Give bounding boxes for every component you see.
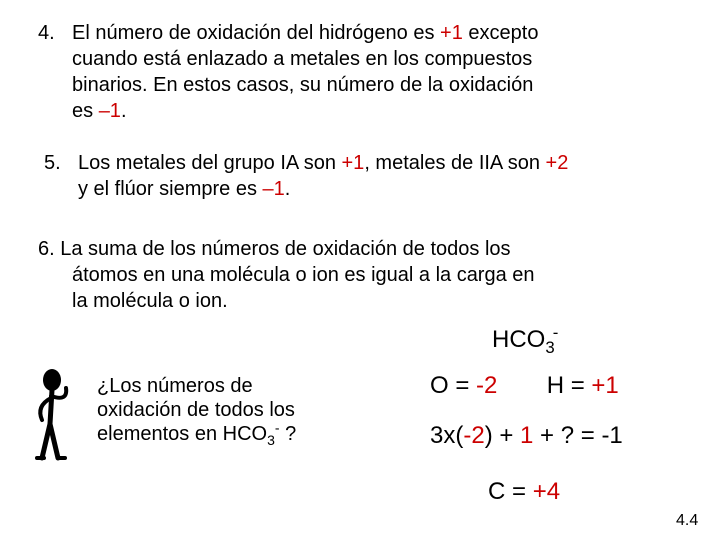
ion-formula: $HCO_3^-$ xyxy=(492,323,559,357)
rule-4-number: 4. xyxy=(38,22,55,44)
rule-4: 4. El número de oxidación del hidrógeno es +1 excepto cuando está enlazado a metales en los compuestos binarios. En estos casos, su número de la oxidación es –1. xyxy=(38,22,539,122)
thinking-stick-figure-icon xyxy=(28,366,88,466)
slide-number: 4.4 xyxy=(676,512,699,529)
rule-5-number: 5. xyxy=(44,152,61,174)
oxidation-values-line: O = -2 H = +1 xyxy=(430,372,619,399)
oxygen-ox-value: -2 xyxy=(476,372,498,399)
hydrogen-ox-value: +1 xyxy=(440,22,463,44)
hydrogen-metal-ox-value: –1 xyxy=(98,100,121,122)
carbon-ox-value: +4 xyxy=(532,478,561,505)
carbon-result: C = +4 xyxy=(488,478,561,505)
hydrogen-value: +1 xyxy=(591,372,619,399)
sum-equation: 3x(-2) + 1 + ? = -1 xyxy=(430,422,623,449)
question-text: ¿Los números de oxidación de todos los elementos en $HCO_3^-$ ? xyxy=(97,375,297,448)
rule-6: 6. La suma de los números de oxidación de todos los átomos en una molécula o ion es igual a la carga en la molécula o ion. xyxy=(38,238,535,312)
rule-5: 5. Los metales del grupo IA son +1, metales de IIA son +2 y el flúor siempre es –1. xyxy=(44,152,569,200)
